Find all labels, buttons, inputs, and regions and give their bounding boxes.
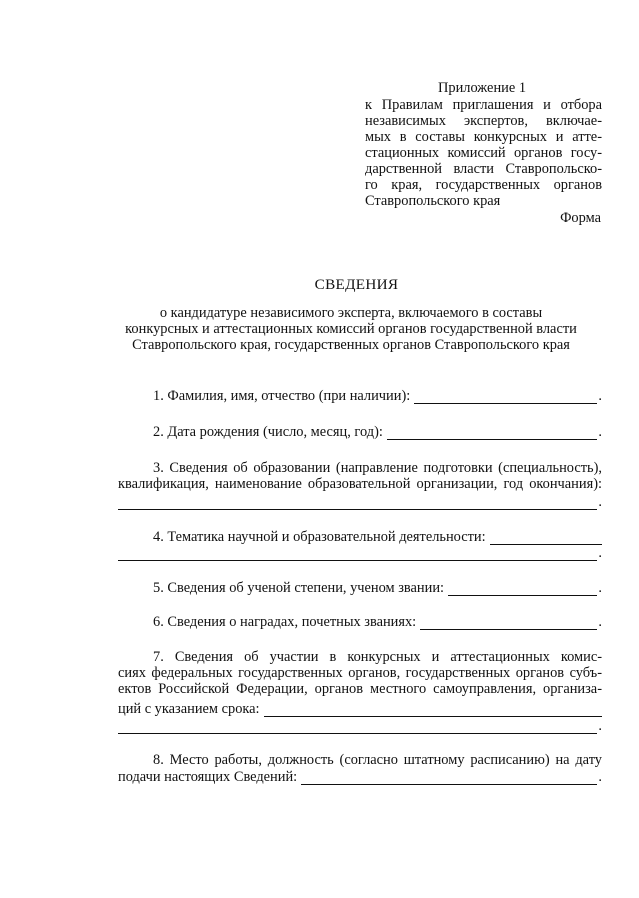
field-academic-degree: 5. Сведения об ученой степени, ученом звании: .: [153, 580, 602, 596]
document-title: СВЕДЕНИЯ: [314, 276, 399, 293]
fill-line[interactable]: [264, 703, 602, 717]
field-label: 6. Сведения о наградах, почетных званиях:: [153, 614, 417, 630]
field-label: 2. Дата рождения (число, месяц, год):: [153, 424, 383, 440]
field-commission-period: [118, 701, 602, 717]
annotation-line: дарственной власти Ставропольско-: [365, 161, 602, 177]
appendix-label: Приложение 1: [438, 80, 527, 96]
field-label: 5. Сведения об ученой степени, ученом звании:: [153, 580, 445, 596]
field-label-line: сиях федеральных государственных органов, государственных органов субъ-: [118, 665, 602, 681]
annotation-line: Ставропольского края: [365, 193, 501, 209]
field-label: 1. Фамилия, имя, отчество (при наличии):: [153, 388, 411, 404]
subtitle-line: о кандидатуре независимого эксперта, включаемого в составы: [159, 305, 543, 321]
fill-line[interactable]: [490, 531, 602, 545]
fill-line[interactable]: [420, 616, 597, 630]
field-label: подачи настоящих Сведений:: [118, 769, 298, 785]
annotation-line: го края, государственных органов: [365, 177, 602, 193]
fill-line-research-topics[interactable]: .: [118, 545, 602, 561]
fill-line[interactable]: [387, 426, 598, 440]
field-label-line: 7. Сведения об участии в конкурсных и аттестационных комис-: [153, 649, 602, 665]
field-education: [118, 460, 602, 492]
field-full-name: 1. Фамилия, имя, отчество (при наличии): .: [153, 388, 602, 404]
document-subtitle: [112, 305, 590, 353]
annotation-line: к Правилам приглашения и отбора: [365, 97, 602, 113]
field-label-line: квалификация, наименование образовательной организации, год окончания):: [118, 476, 602, 492]
field-label-line: 3. Сведения об образовании (направление подготовки (специальность),: [153, 460, 602, 476]
annotation-line: мых в составы конкурсных и атте-: [365, 129, 602, 145]
fill-line[interactable]: [448, 582, 597, 596]
annotation-line: независимых экспертов, включае-: [365, 113, 602, 129]
form-label: Форма: [560, 210, 601, 226]
fill-line[interactable]: [301, 771, 597, 785]
field-label: 4. Тематика научной и образовательной деятельности:: [153, 529, 486, 545]
field-commission-participation: [118, 649, 602, 697]
field-awards: 6. Сведения о наградах, почетных званиях: .: [153, 614, 602, 630]
field-label-line: ектов Российской Федерации, органов местного самоуправления, организа-: [118, 681, 602, 697]
annotation-line: стационных комиссий органов госу-: [365, 145, 602, 161]
fill-line-commission[interactable]: .: [118, 718, 602, 734]
field-workplace: [118, 752, 602, 768]
appendix-annotation: [365, 97, 602, 209]
field-birth-date: 2. Дата рождения (число, месяц, год): .: [153, 424, 602, 440]
subtitle-line: конкурсных и аттестационных комиссий органов государственной власти: [125, 321, 577, 337]
field-label: ций с указанием срока:: [118, 701, 260, 717]
field-research-topics: [153, 529, 602, 545]
subtitle-line: Ставропольского края, государственных органов Ставропольского края: [132, 337, 570, 353]
fill-line[interactable]: [414, 390, 597, 404]
field-label-line: 8. Место работы, должность (согласно штатному расписанию) на дату: [153, 752, 602, 768]
fill-line-education[interactable]: .: [118, 494, 602, 510]
field-workplace-line: подачи настоящих Сведений: .: [118, 769, 602, 785]
